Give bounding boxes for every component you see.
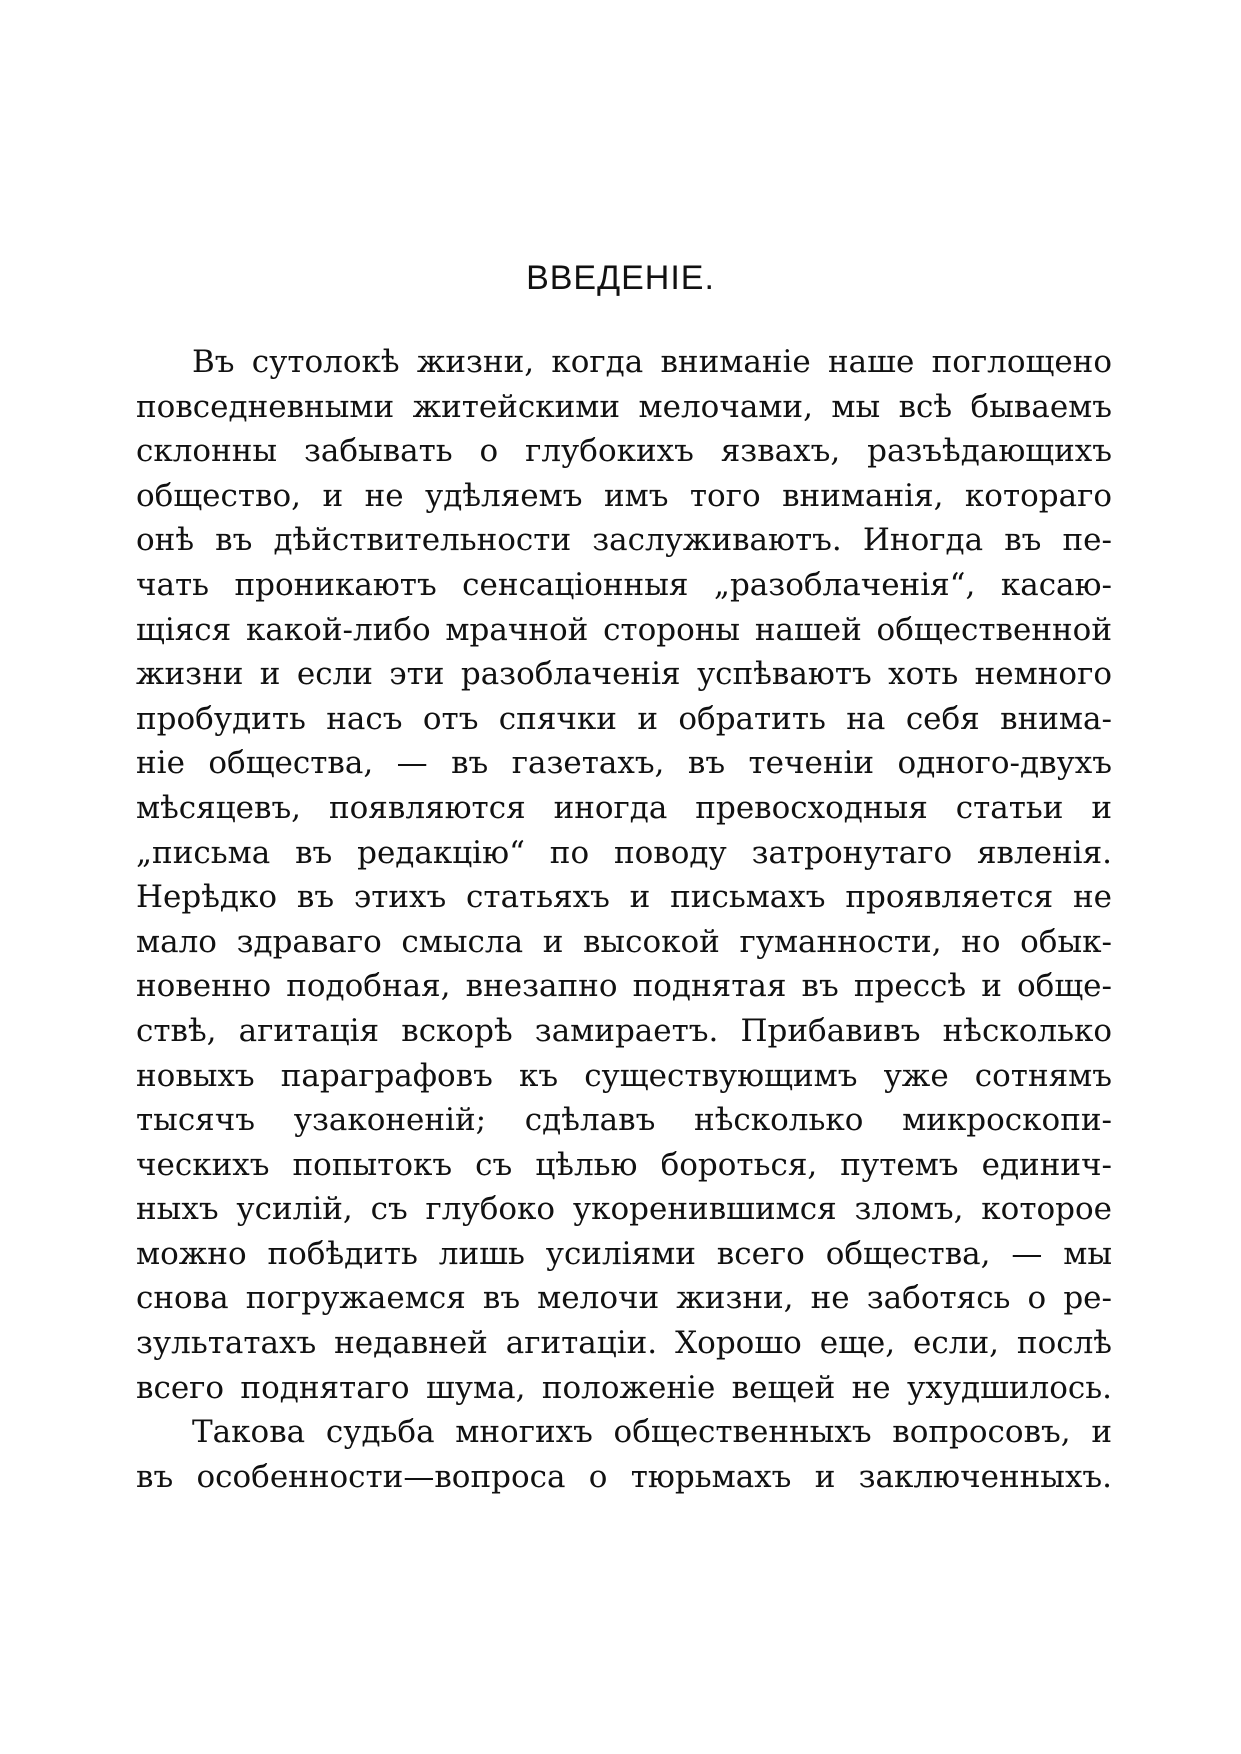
paragraph-1 — [136, 340, 1112, 1410]
text-line: тысячъ узаконеній; сдѣлавъ нѣсколько микроскопи- — [136, 1102, 1112, 1139]
text-line: можно побѣдить лишь усиліями всего общества, — мы — [136, 1235, 1112, 1272]
text-line: ныхъ усилій, съ глубоко укоренившимся зломъ, которое — [136, 1191, 1112, 1228]
text-line: новыхъ параграфовъ къ существующимъ уже сотнямъ — [136, 1057, 1112, 1094]
text-line: ческихъ попытокъ съ цѣлью бороться, путемъ единич- — [136, 1146, 1112, 1183]
chapter-title: ВВЕДЕНІЕ. — [526, 259, 715, 297]
paragraph-2 — [136, 1410, 1112, 1499]
text-line: новенно подобная, внезапно поднятая въ прессѣ и обще- — [136, 968, 1112, 1005]
text-line: въ особенности—вопроса о тюрьмахъ и заключенныхъ. — [136, 1458, 1112, 1495]
text-line: Такова судьба многихъ общественныхъ вопросовъ, и — [192, 1414, 1112, 1451]
text-line: общество, и не удѣляемъ имъ того вниманія, котораго — [136, 477, 1112, 514]
text-line: онѣ въ дѣйствительности заслуживаютъ. Иногда въ пе- — [136, 522, 1112, 559]
text-line: чать проникаютъ сенсаціонныя „разоблаченія“, касаю- — [136, 566, 1112, 603]
text-line: мѣсяцевъ, появляются иногда превосходныя статьи и — [136, 789, 1112, 826]
text-line: жизни и если эти разоблаченія успѣваютъ хоть немного — [136, 656, 1112, 693]
text-line: мало здраваго смысла и высокой гуманности, но обык- — [136, 923, 1112, 960]
body-text — [136, 340, 1112, 1499]
text-line: „письма въ редакцію“ по поводу затронутаго явленія. — [136, 834, 1112, 871]
text-line: ствѣ, агитація вскорѣ замираетъ. Прибавивъ нѣсколько — [136, 1012, 1112, 1049]
text-line: зультатахъ недавней агитаціи. Хорошо еще, если, послѣ — [136, 1325, 1112, 1362]
text-line: ніе общества, — въ газетахъ, въ теченіи одного-двухъ — [136, 745, 1112, 782]
text-line: склонны забывать о глубокихъ язвахъ, разъѣдающихъ — [136, 433, 1112, 470]
text-line: пробудить насъ отъ спячки и обратить на себя внима- — [136, 700, 1112, 737]
text-line: всего поднятаго шума, положеніе вещей не ухудшилось. — [136, 1369, 1112, 1406]
text-line: повседневными житейскими мелочами, мы всѣ бываемъ — [136, 388, 1112, 425]
text-line: щіяся какой-либо мрачной стороны нашей общественной — [136, 611, 1112, 648]
text-line: снова погружаемся въ мелочи жизни, не заботясь о ре- — [136, 1280, 1112, 1317]
text-line: Въ сутолокѣ жизни, когда вниманіе наше поглощено — [192, 344, 1112, 380]
text-line: Нерѣдко въ этихъ статьяхъ и письмахъ проявляется не — [136, 879, 1112, 916]
